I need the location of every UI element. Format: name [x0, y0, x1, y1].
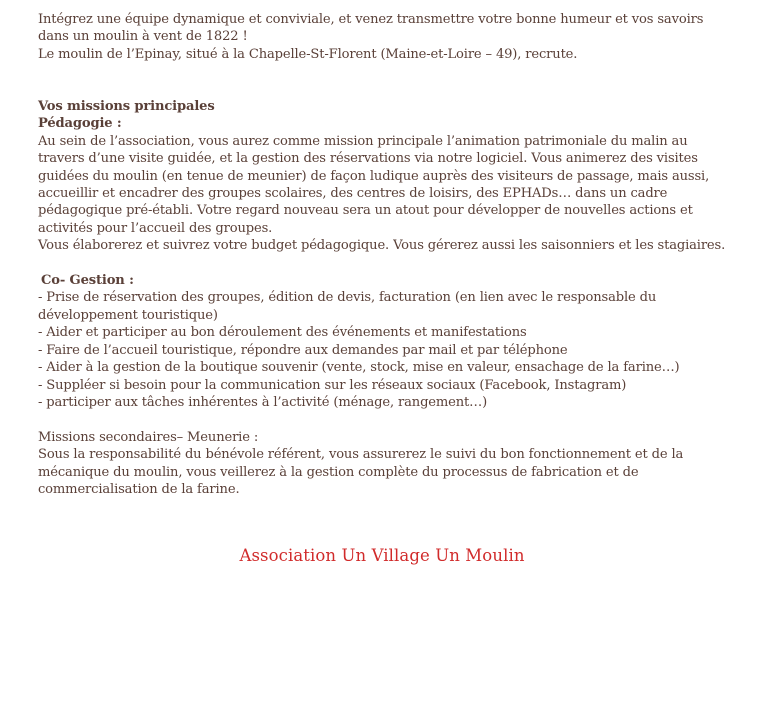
pedagogie-line: travers d’une visite guidée, et la gestion des réservations via notre logiciel. Vous animerez des visites — [38, 151, 698, 167]
secondaires-line: commercialisation de la farine. — [38, 481, 240, 497]
secondaires-heading: Missions secondaires– Meunerie : — [38, 429, 259, 445]
secondaires-line: mécanique du moulin, vous veillerez à la gestion complète du processus de fabrication et de — [38, 464, 639, 480]
pedagogie-heading: Pédagogie : — [38, 116, 122, 132]
pedagogie-line: activités pour l’accueil des groupes. — [38, 220, 273, 236]
pedagogie-line: guidées du moulin (en tenue de meunier) de façon ludique auprès des visiteurs de passage, mais aussi, — [38, 168, 710, 184]
cogestion-line: - Aider et participer au bon déroulement des événements et manifestations — [38, 325, 527, 341]
pedagogie-line: Au sein de l’association, vous aurez comme mission principale l’animation patrimoniale du malin au — [38, 133, 688, 149]
intro-line-1: Intégrez une équipe dynamique et conviviale, et venez transmettre votre bonne humeur et vos savoirs — [38, 12, 704, 27]
pedagogie-line: accueillir et encadrer des groupes scolaires, des centres de loisirs, des EPHADs… dans un cadre — [38, 186, 668, 202]
cogestion-line: - Aider à la gestion de la boutique souvenir (vente, stock, mise en valeur, ensachage de la farine…) — [38, 360, 680, 376]
secondaires-line: Sous la responsabilité du bénévole référent, vous assurerez le suivi du bon fonctionnement et de la — [38, 447, 684, 463]
cogestion-line: - Suppléer si besoin pour la communication sur les réseaux sociaux (Facebook, Instagram) — [38, 377, 627, 393]
cogestion-heading: Co- Gestion : — [41, 273, 134, 289]
cogestion-line: développement touristique) — [38, 307, 218, 323]
cogestion-line: - Faire de l’accueil touristique, répondre aux demandes par mail et par téléphone — [38, 342, 568, 358]
pedagogie-line: Vous élaborerez et suivrez votre budget pédagogique. Vous gérerez aussi les saisonniers et les stagiaires. — [38, 238, 726, 254]
pedagogie-line: pédagogique pré-établi. Votre regard nouveau sera un atout pour développer de nouvelles actions et — [38, 203, 693, 219]
missions-heading: Vos missions principales — [38, 99, 215, 115]
job-offer-text — [38, 11, 728, 498]
association-name: Association Un Village Un Moulin — [239, 546, 525, 565]
intro-line-2: dans un moulin à vent de 1822 ! — [38, 29, 248, 45]
intro-line-3: Le moulin de l’Epinay, situé à la Chapelle-St-Florent (Maine-et-Loire – 49), recrute. — [38, 46, 578, 62]
cogestion-line: - participer aux tâches inhérentes à l’activité (ménage, rangement…) — [38, 394, 488, 410]
cogestion-line: - Prise de réservation des groupes, édition de devis, facturation (en lien avec le responsable du — [38, 290, 657, 306]
